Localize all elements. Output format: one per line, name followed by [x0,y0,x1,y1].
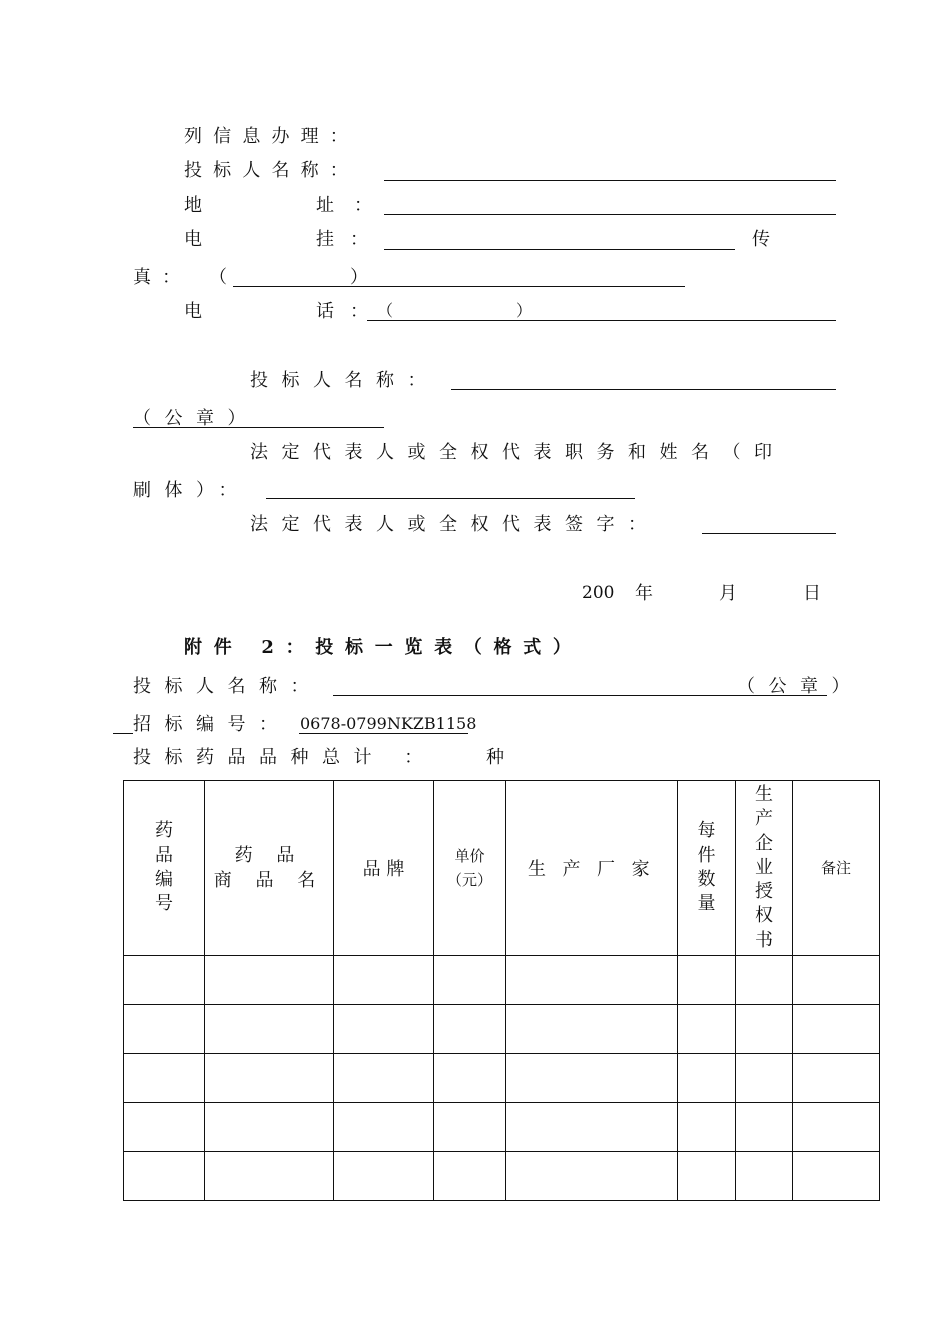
table-cell[interactable] [334,1005,434,1054]
address-colon: ： [354,195,372,216]
sig-bidder-name-label: 投标人名称： [250,370,439,391]
date-year: 年 [635,583,653,604]
table-cell[interactable] [506,956,678,1005]
header-drug-trade-name: 药 品 商 品 名 [205,781,334,956]
header-unit-price: 单价 （元） [434,781,506,956]
table-cell[interactable] [736,1005,793,1054]
rep-title-field[interactable] [266,498,635,499]
fax-label-head: 传 [752,229,770,250]
table-cell[interactable] [334,956,434,1005]
tender-no-lead-line [113,733,133,734]
table-cell[interactable] [205,1054,334,1103]
table-cell[interactable] [678,956,736,1005]
tender-no-label: 招标编号： [133,714,291,735]
table-cell[interactable] [124,1005,205,1054]
total-label: 投标药品品种总计 ： [133,747,436,768]
table-cell[interactable] [205,956,334,1005]
table-cell[interactable] [506,1103,678,1152]
phone-paren-open: （ [377,301,394,320]
tender-no-value: 0678-0799NKZB1158 [300,714,477,733]
table-row [124,1103,880,1152]
header-brand: 品 牌 [334,781,434,956]
table-row [124,1005,880,1054]
table-cell[interactable] [793,956,880,1005]
phone-field[interactable] [367,320,836,321]
table-row [124,956,880,1005]
table-cell[interactable] [434,1054,506,1103]
total-unit: 种 [486,747,504,768]
rep-sign-field[interactable] [702,533,836,534]
table-cell[interactable] [124,1103,205,1152]
table-cell[interactable] [124,1152,205,1201]
address-char-2: 址 [316,195,334,216]
table-cell[interactable] [678,1005,736,1054]
bid-summary-table [123,780,880,1201]
date-day: 日 [803,583,821,604]
table-cell[interactable] [678,1152,736,1201]
table-cell[interactable] [434,1005,506,1054]
header-remarks: 备注 [793,781,880,956]
tel-field[interactable] [384,249,735,250]
tel-colon: ： [350,229,368,250]
table-cell[interactable] [736,1103,793,1152]
table-header-row [124,781,880,956]
phone-char-1: 电 [184,301,202,322]
bidder-name-label: 投标人名称： [184,160,359,181]
rep-sign-label: 法定代表人或全权代表签字： [250,514,660,535]
sig-seal-underline [133,427,384,428]
fax-paren-open: （ [209,267,227,288]
contact-intro: 列信息办理： [184,126,359,147]
table-cell[interactable] [793,1054,880,1103]
table-cell[interactable] [736,956,793,1005]
table-cell[interactable] [434,1103,506,1152]
address-field[interactable] [384,214,836,215]
header-manufacturer: 生 产 厂 家 [506,781,678,956]
table-cell[interactable] [205,1152,334,1201]
table-cell[interactable] [334,1054,434,1103]
bidder-name-field[interactable] [384,180,836,181]
rep-title-line2: 刷体）： [133,480,250,501]
date-month: 月 [719,583,737,604]
phone-colon: ： [350,301,368,322]
table-row [124,1054,880,1103]
fax-field[interactable] [233,286,685,287]
table-row [124,1152,880,1201]
table-cell[interactable] [205,1103,334,1152]
table-cell[interactable] [205,1005,334,1054]
rep-title-line1: 法定代表人或全权代表职务和姓名（印 [250,442,786,463]
table-cell[interactable] [736,1054,793,1103]
table-cell[interactable] [434,1152,506,1201]
header-authorization: 生产企业授权书 [736,781,793,956]
tel-char-1: 电 [184,229,202,250]
tender-no-underline [299,733,468,734]
tel-char-2: 挂 [316,229,334,250]
att-seal-label: （公章） [737,676,863,697]
sig-seal-label: （公章） [133,408,259,429]
sig-bidder-name-field[interactable] [451,389,836,390]
table-cell[interactable] [678,1103,736,1152]
table-cell[interactable] [124,956,205,1005]
header-qty-per-unit: 每件数量 [678,781,736,956]
att-bidder-name-label: 投标人名称： [133,676,322,697]
table-cell[interactable] [506,1005,678,1054]
table-cell[interactable] [793,1152,880,1201]
phone-char-2: 话 [316,301,334,322]
fax-label: 真： [133,267,192,288]
date-year-prefix: 200 [582,583,615,603]
table-cell[interactable] [124,1054,205,1103]
table-cell[interactable] [678,1054,736,1103]
table-cell[interactable] [334,1152,434,1201]
table-cell[interactable] [506,1054,678,1103]
fax-paren-close: ） [350,267,368,288]
header-drug-code: 药品编号 [124,781,205,956]
table-cell[interactable] [793,1005,880,1054]
attachment-title: 附件 2：投标一览表（格式） [184,637,583,658]
phone-paren-close: ） [516,301,533,320]
table-cell[interactable] [434,956,506,1005]
table-cell[interactable] [334,1103,434,1152]
table-cell[interactable] [793,1103,880,1152]
table-cell[interactable] [506,1152,678,1201]
address-char-1: 地 [184,195,202,216]
table-cell[interactable] [736,1152,793,1201]
